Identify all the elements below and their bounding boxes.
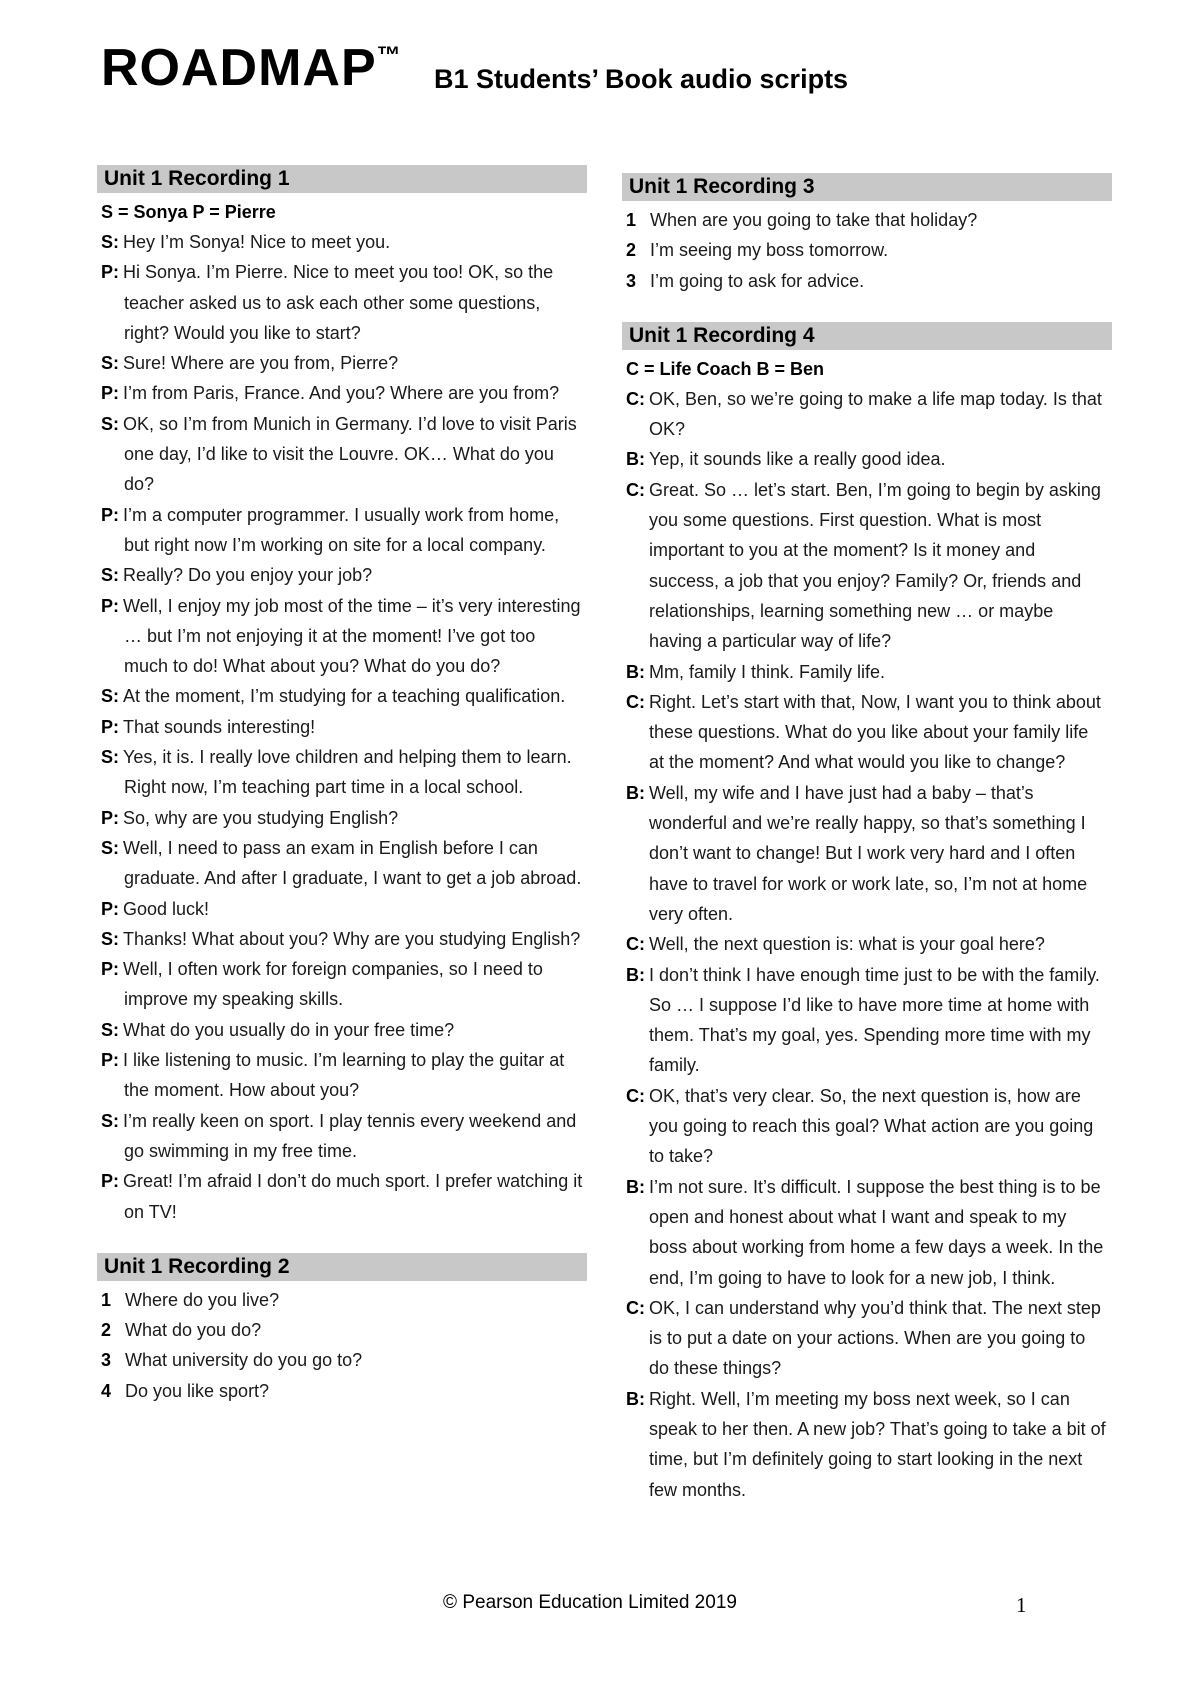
dialogue-text: OK, Ben, so we’re going to make a life map today. Is that OK?	[649, 388, 1102, 440]
item-text: Do you like sport?	[125, 1380, 270, 1401]
recording-4-heading: Unit 1 Recording 4	[622, 322, 1112, 350]
dialogue-text: Yep, it sounds like a really good idea.	[649, 449, 946, 470]
dialogue-text: OK, I can understand why you’d think that. The next step is to put a date on your actions. When are you going to do these things?	[649, 1297, 1101, 1379]
dialogue-line	[97, 560, 583, 590]
speaker-label: C:	[626, 691, 645, 712]
dialogue-text: I like listening to music. I’m learning to play the guitar at the moment. How about you?	[123, 1050, 565, 1101]
list-item	[97, 1376, 587, 1406]
recording-3-list	[622, 205, 1112, 296]
speaker-label: S:	[101, 1019, 119, 1040]
speaker-label: P:	[101, 959, 119, 980]
speaker-label: C:	[626, 934, 645, 955]
recording-1-speakers: S = Sonya P = Pierre	[101, 202, 276, 222]
speaker-label: P:	[101, 1171, 119, 1192]
dialogue-text: OK, that’s very clear. So, the next question is, how are you going to reach this goal? What action are you going to take?	[649, 1085, 1094, 1167]
recording-1-heading: Unit 1 Recording 1	[97, 165, 587, 193]
item-number: 4	[101, 1380, 112, 1401]
dialogue-text: Good luck!	[123, 898, 210, 919]
item-number: 2	[101, 1320, 112, 1341]
dialogue-text: So, why are you studying English?	[123, 807, 399, 828]
trademark-symbol: ™	[376, 42, 402, 69]
item-number: 3	[101, 1350, 112, 1371]
item-number: 2	[626, 240, 637, 261]
list-item	[97, 1345, 587, 1375]
dialogue-line	[622, 929, 1108, 959]
dialogue-line	[97, 348, 583, 378]
dialogue-text: Hi Sonya. I’m Pierre. Nice to meet you too! OK, so the teacher asked us to ask each other some questions, right? Would you like to start?	[123, 262, 554, 343]
recording-2-list	[97, 1285, 587, 1406]
dialogue-line	[622, 444, 1108, 474]
dialogue-text: Really? Do you enjoy your job?	[123, 565, 373, 586]
dialogue-text: Sure! Where are you from, Pierre?	[123, 353, 399, 374]
list-item	[622, 235, 1112, 265]
list-item	[97, 1285, 587, 1315]
dialogue-text: Right. Well, I’m meeting my boss next week, so I can speak to her then. A new job? That’s going to take a bit of time, but I’m definitely going to start looking in the next few months.	[649, 1388, 1106, 1500]
speaker-label: S:	[101, 565, 119, 586]
dialogue-line	[622, 384, 1108, 445]
document-subtitle: B1 Students’ Book audio scripts	[434, 64, 849, 94]
speaker-label: C:	[626, 479, 645, 500]
speaker-label: S:	[101, 1110, 119, 1131]
dialogue-text: Great. So … let’s start. Ben, I’m going to begin by asking you some questions. First question. What is most important to you at the moment? Is it money and success, a job that you enjoy? Family? Or, friends and relationships, learning something new … or maybe having a particular way of life?	[649, 479, 1101, 652]
dialogue-line	[97, 803, 583, 833]
dialogue-text: I don’t think I have enough time just to be with the family. So … I suppose I’d like to have more time at home with them. That’s my goal, yes. Spending more time with my family.	[649, 964, 1100, 1076]
speaker-label: P:	[101, 595, 119, 616]
copyright-footer: © Pearson Education Limited 2019	[443, 1592, 737, 1613]
dialogue-text: I’m really keen on sport. I play tennis every weekend and go swimming in my free time.	[123, 1110, 577, 1161]
dialogue-line	[97, 227, 583, 257]
dialogue-text: What do you usually do in your free time?	[123, 1019, 455, 1040]
list-item	[622, 266, 1112, 296]
dialogue-line	[97, 257, 583, 348]
recording-2-heading: Unit 1 Recording 2	[97, 1253, 587, 1281]
dialogue-text: I’m not sure. It’s difficult. I suppose the best thing is to be open and honest about what I want and speak to my boss about working from home a few days a week. In the end, I’m going to have to look for a new job, I think.	[649, 1176, 1104, 1288]
dialogue-line	[97, 1106, 583, 1167]
dialogue-text: Well, I enjoy my job most of the time – it’s very interesting … but I’m not enjoying it at the moment! I’ve got too much to do! What about you? What do you do?	[123, 595, 581, 677]
speaker-label: S:	[101, 928, 119, 949]
right-column	[622, 173, 1112, 1531]
item-number: 1	[626, 210, 637, 230]
dialogue-line	[622, 1081, 1108, 1172]
speaker-label: S:	[101, 353, 119, 374]
dialogue-line	[97, 742, 583, 803]
speaker-label: S:	[101, 413, 119, 434]
dialogue-line	[622, 687, 1108, 778]
speaker-label: S:	[101, 837, 119, 858]
speaker-label: P:	[101, 1050, 119, 1071]
speaker-label: B:	[626, 1388, 645, 1409]
recording-3-section	[622, 173, 1112, 296]
list-item	[622, 205, 1112, 235]
dialogue-text: Thanks! What about you? Why are you studying English?	[123, 928, 581, 949]
item-number: 1	[101, 1289, 112, 1310]
dialogue-line	[97, 894, 583, 924]
dialogue-text: Well, I need to pass an exam in English before I can graduate. And after I graduate, I want to get a job abroad.	[123, 837, 582, 889]
speaker-label: P:	[101, 716, 119, 737]
dialogue-line	[97, 954, 583, 1015]
speaker-label: P:	[101, 504, 119, 525]
dialogue-line	[97, 833, 583, 894]
recording-1-section	[97, 165, 587, 1227]
brand-name: ROADMAP	[101, 39, 377, 97]
dialogue-text: I’m from Paris, France. And you? Where are you from?	[123, 383, 560, 404]
dialogue-text: Yes, it is. I really love children and helping them to learn. Right now, I’m teaching part time in a local school.	[123, 747, 572, 798]
dialogue-text: I’m a computer programmer. I usually work from home, but right now I’m working on site for a local company.	[123, 504, 560, 555]
dialogue-text: Right. Let’s start with that, Now, I want you to think about these questions. What do you like about your family life at the moment? And what would you like to change?	[649, 691, 1101, 773]
speaker-label: P:	[101, 383, 119, 404]
recording-1-dialogue	[97, 227, 587, 1227]
item-text: Where do you live?	[125, 1289, 280, 1310]
dialogue-line	[622, 1172, 1108, 1293]
dialogue-text: Well, my wife and I have just had a baby – that’s wonderful and we’re really happy, so that’s something I don’t want to change! But I work very hard and I often have to travel for work or work late, so, I’m not at home very often.	[649, 782, 1088, 924]
recording-4-dialogue	[622, 384, 1112, 1505]
dialogue-text: Mm, family I think. Family life.	[649, 661, 886, 682]
dialogue-line	[622, 778, 1108, 929]
speaker-label: C:	[626, 1085, 645, 1106]
dialogue-text: Well, the next question is: what is your goal here?	[649, 934, 1045, 955]
left-column	[97, 165, 587, 1432]
speaker-label: B:	[626, 782, 645, 803]
item-text: I’m seeing my boss tomorrow.	[650, 240, 889, 261]
dialogue-line	[97, 1045, 583, 1106]
dialogue-line	[97, 924, 583, 954]
dialogue-line	[622, 1384, 1108, 1505]
speaker-label: S:	[101, 686, 119, 707]
speaker-label: P:	[101, 807, 119, 828]
recording-3-heading: Unit 1 Recording 3	[622, 173, 1112, 201]
dialogue-text: At the moment, I’m studying for a teaching qualification.	[123, 686, 566, 707]
dialogue-text: That sounds interesting!	[123, 716, 316, 737]
item-text: I’m going to ask for advice.	[650, 270, 865, 291]
list-item	[97, 1315, 587, 1345]
dialogue-text: Hey I’m Sonya! Nice to meet you.	[123, 232, 391, 252]
speaker-label: S:	[101, 747, 119, 768]
dialogue-line	[622, 657, 1108, 687]
dialogue-line	[97, 378, 583, 408]
dialogue-line	[97, 591, 583, 682]
dialogue-line	[622, 475, 1108, 657]
speaker-label: P:	[101, 262, 119, 283]
dialogue-text: Great! I’m afraid I don’t do much sport. I prefer watching it on TV!	[123, 1171, 583, 1222]
recording-4-section	[622, 322, 1112, 1505]
speaker-label: B:	[626, 964, 645, 985]
page-number: 1	[1016, 1593, 1027, 1617]
dialogue-line	[622, 960, 1108, 1081]
item-number: 3	[626, 270, 637, 291]
dialogue-text: Well, I often work for foreign companies, so I need to improve my speaking skills.	[123, 959, 543, 1010]
dialogue-line	[97, 500, 583, 561]
speaker-label: C:	[626, 1297, 645, 1318]
speaker-label: C:	[626, 388, 645, 409]
speaker-label: B:	[626, 661, 645, 682]
recording-2-section	[97, 1253, 587, 1406]
dialogue-line	[97, 1166, 583, 1227]
item-text: What do you do?	[125, 1320, 262, 1341]
speaker-label: B:	[626, 1176, 645, 1197]
brand-logo	[101, 39, 402, 97]
item-text: What university do you go to?	[125, 1350, 363, 1371]
dialogue-line	[97, 712, 583, 742]
recording-4-speakers: C = Life Coach B = Ben	[626, 358, 825, 379]
dialogue-text: OK, so I’m from Munich in Germany. I’d love to visit Paris one day, I’d like to visit the Louvre. OK… What do you do?	[123, 413, 577, 495]
dialogue-line	[97, 409, 583, 500]
speaker-label: B:	[626, 449, 645, 470]
dialogue-line	[97, 681, 583, 711]
item-text: When are you going to take that holiday?	[650, 210, 978, 230]
speaker-label: S:	[101, 232, 119, 252]
dialogue-line	[622, 1293, 1108, 1384]
dialogue-line	[97, 1015, 583, 1045]
speaker-label: P:	[101, 898, 119, 919]
